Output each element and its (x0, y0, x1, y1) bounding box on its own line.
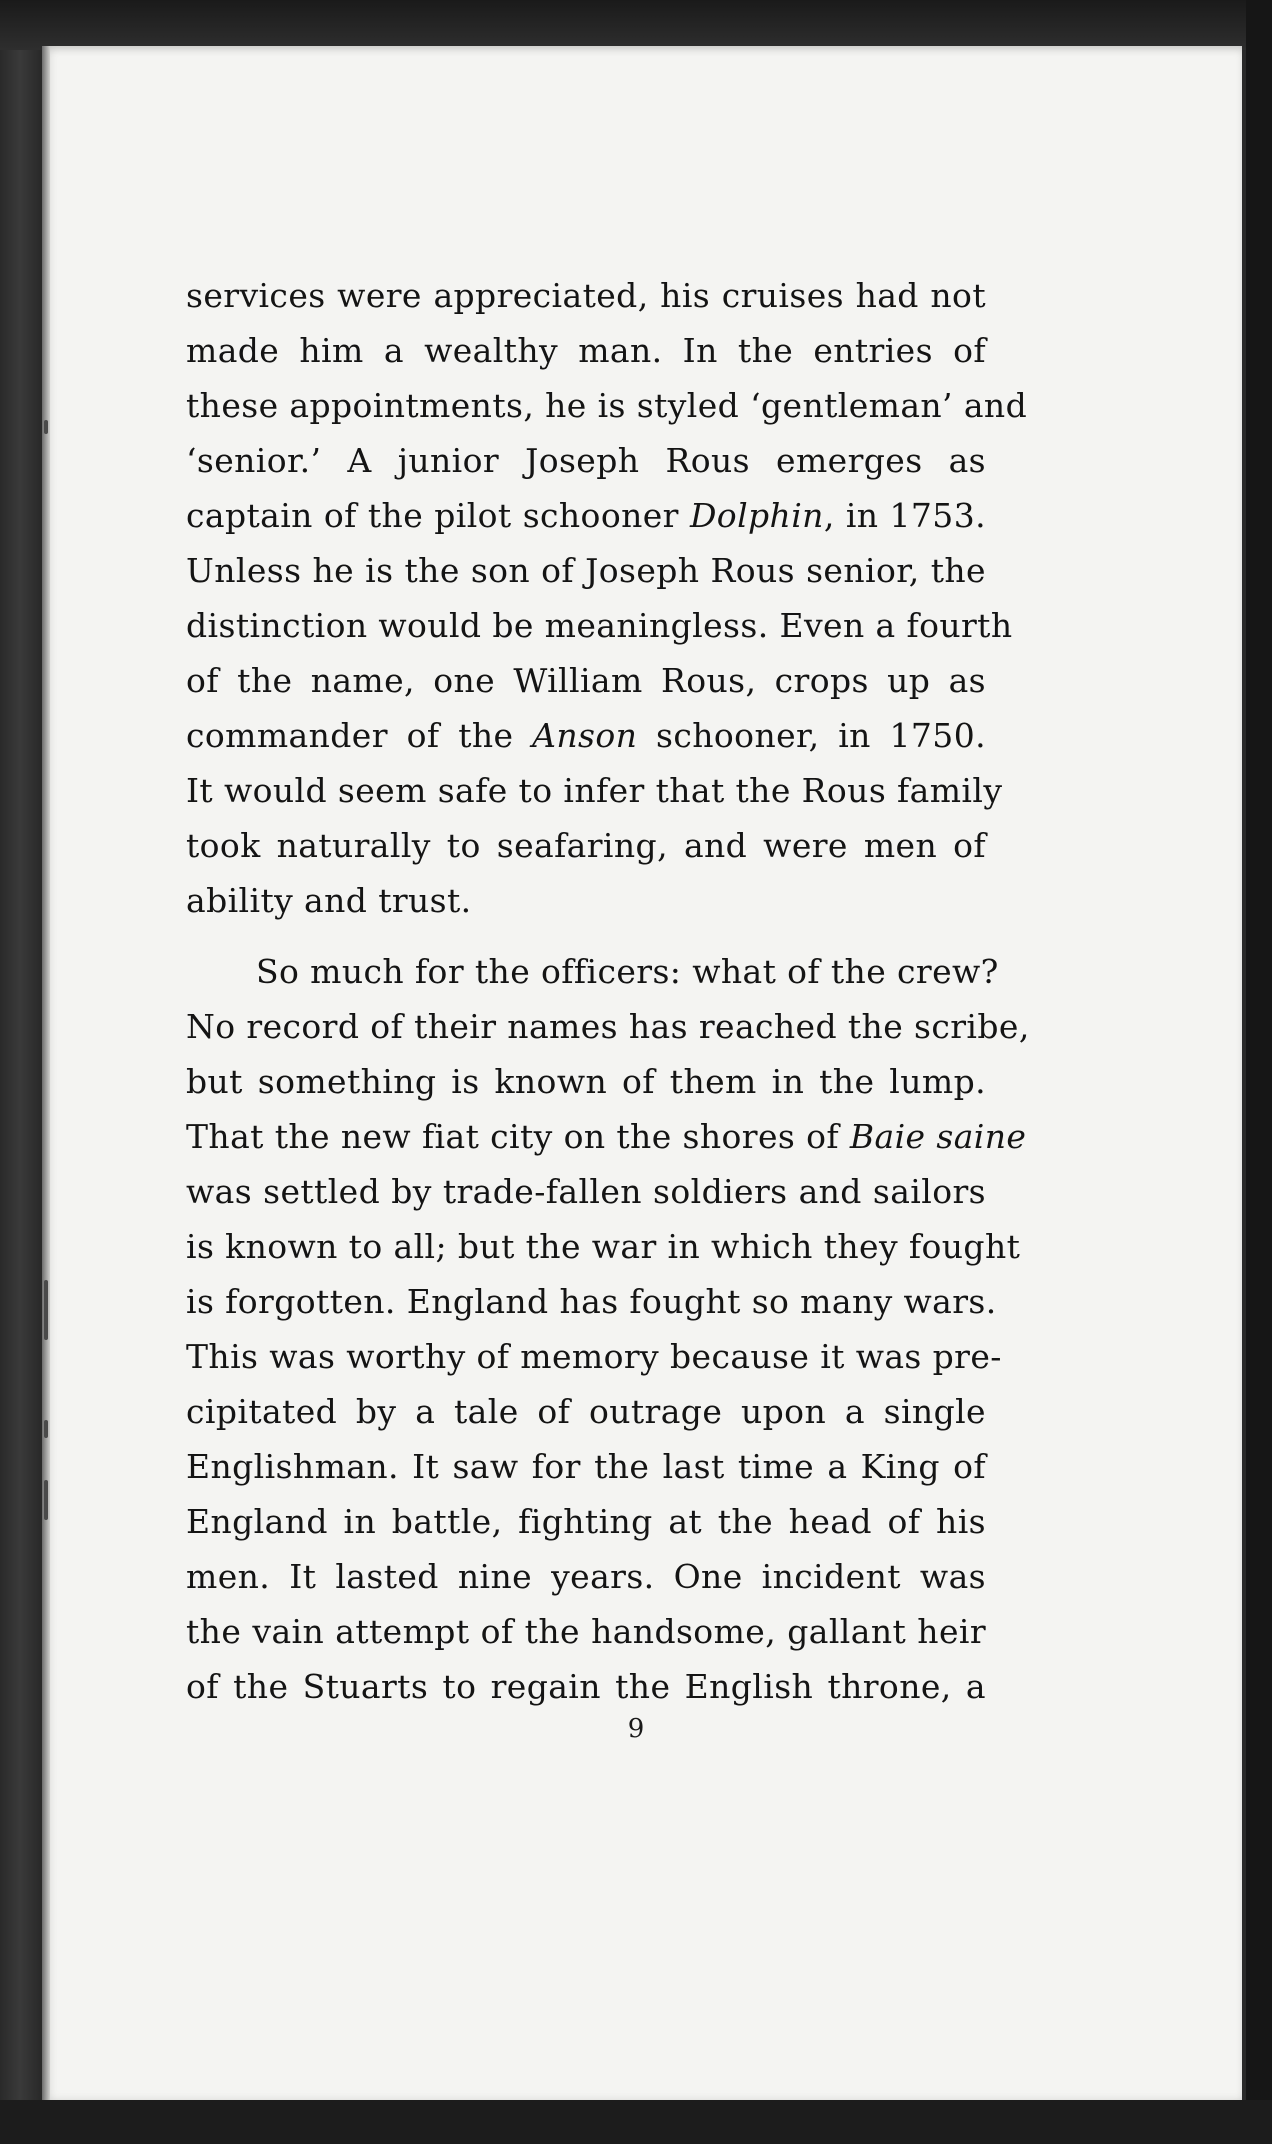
scan-border-top (0, 0, 1272, 50)
text-line: but something is known of them in the lump. (186, 1062, 986, 1101)
italic-term: Baie saine (849, 1117, 1027, 1156)
scan-border-right (1246, 0, 1272, 2144)
text-line: services were appreciated, his cruises had not (186, 276, 986, 315)
body-text (186, 268, 1030, 1714)
paragraph-gap (186, 928, 986, 944)
text-line: ‘senior.’ A junior Joseph Rous emerges as (186, 441, 986, 480)
text-line: was settled by trade-fallen soldiers and sailors (186, 1172, 986, 1211)
text-line: these appointments, he is styled ‘gentleman’ and (186, 386, 1028, 425)
page-number: 9 (627, 1714, 645, 1744)
text-line: is known to all; but the war in which they fought (186, 1227, 1021, 1266)
text-line: No record of their names has reached the scribe, (186, 1007, 1030, 1046)
text-line: is forgotten. England has fought so many wars. (186, 1282, 997, 1321)
text-line: ability and trust. (186, 881, 472, 920)
text-line: made him a wealthy man. In the entries of (186, 331, 986, 370)
text-line: the vain attempt of the handsome, gallant heir (186, 1612, 986, 1651)
italic-term: Dolphin (689, 496, 824, 535)
italic-term: Anson (532, 716, 638, 755)
text-line: This was worthy of memory because it was pre- (186, 1337, 1002, 1376)
text-line: cipitated by a tale of outrage upon a single (186, 1392, 986, 1431)
text-line: distinction would be meaningless. Even a fourth (186, 606, 1013, 645)
binding-marks (44, 420, 50, 1520)
text-line: England in battle, fighting at the head of his (186, 1502, 986, 1541)
text-line: It would seem safe to infer that the Rous family (186, 771, 1003, 810)
text-line: commander of the Anson schooner, in 1750. (186, 716, 986, 755)
text-line: That the new fiat city on the shores of Baie saine (186, 1117, 1027, 1156)
text-line: took naturally to seafaring, and were men of (186, 826, 986, 865)
text-line: Englishman. It saw for the last time a King of (186, 1447, 986, 1486)
text-line: of the name, one William Rous, crops up as (186, 661, 986, 700)
text-line: Unless he is the son of Joseph Rous senior, the (186, 551, 986, 590)
text-line: men. It lasted nine years. One incident was (186, 1557, 986, 1596)
text-line: So much for the officers: what of the crew? (256, 952, 999, 991)
text-line: of the Stuarts to regain the English throne, a (186, 1667, 986, 1706)
text-line: captain of the pilot schooner Dolphin, in 1753. (186, 496, 986, 535)
scan-border-bottom (0, 2100, 1272, 2144)
